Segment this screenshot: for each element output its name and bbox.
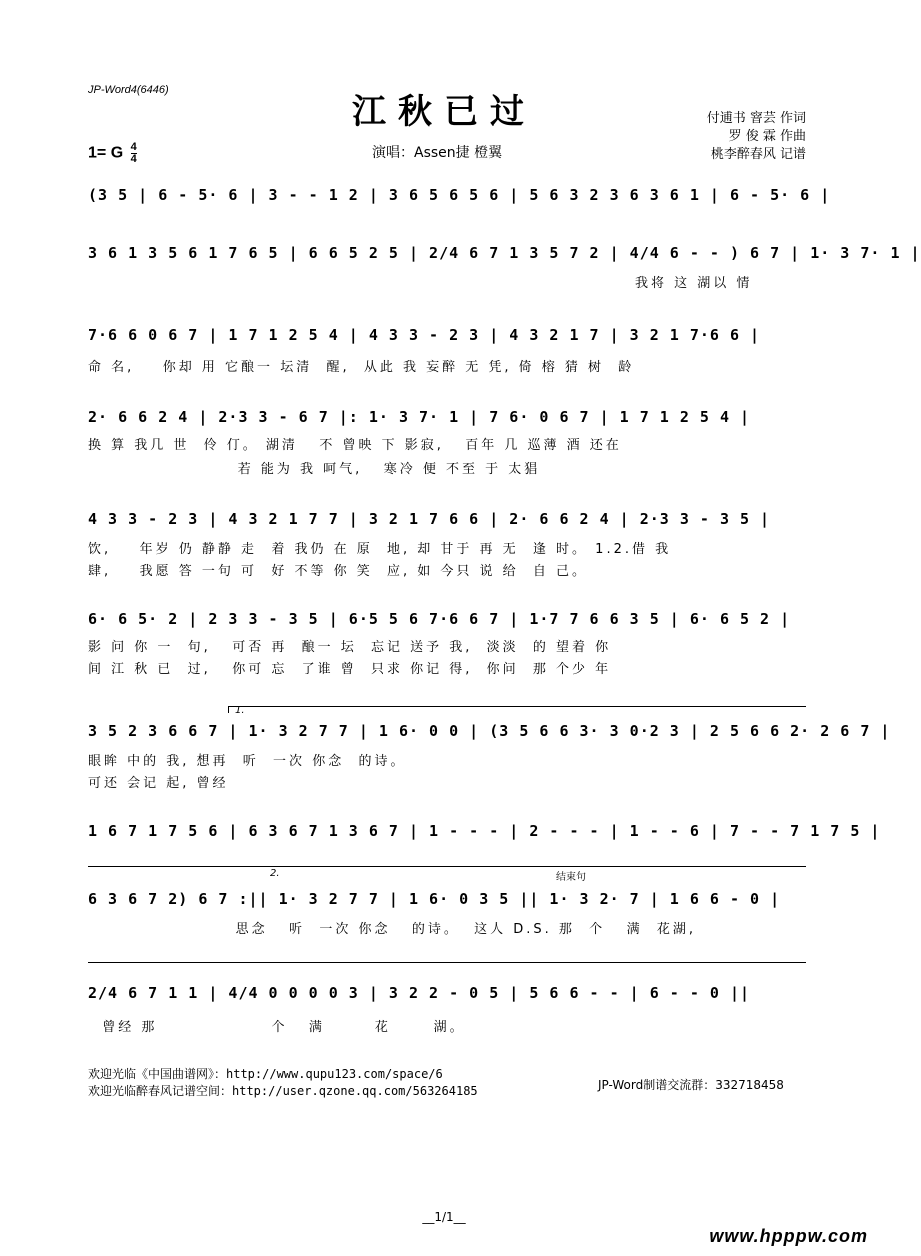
score-line-5: 4 3 3 - 2 3 | 4 3 2 1 7 7 | 3 2 1 7 6 6 | 2· 6 6 2 4 | 2·3 3 - 3 5 | (88, 510, 771, 528)
time-bottom: 4 (130, 153, 137, 165)
score-line-8: 1 6 7 1 7 5 6 | 6 3 6 7 1 3 6 7 | 1 - - - | 2 - - - | 1 - - 6 | 7 - - 7 1 7 5 | (88, 822, 881, 840)
volta-2-line (88, 866, 806, 867)
lyric-line-7a: 眼眸 中的 我, 想再 听 一次 你念 的诗。 (88, 754, 407, 769)
section-line (88, 962, 806, 963)
key-signature (88, 142, 137, 165)
time-signature (131, 142, 137, 165)
volta-2-label: 2. (270, 868, 280, 879)
score-line-1: (3 5 | 6 - 5· 6 | 3 - - 1 2 | 3 6 5 6 5 6 | 5 6 3 2 3 6 3 6 1 | 6 - 5· 6 | (88, 186, 831, 204)
volta-1-label: 1. (235, 705, 245, 716)
composer: 罗 俊 霖 作曲 (728, 129, 806, 144)
site-watermark: www.hpppw.com (709, 1226, 868, 1246)
lyric-line-7b: 可还 会记 起, 曾经 (88, 776, 229, 791)
lyric-line-5b: 肆, 我愿 答 一句 可 好 不等 你 笑 应, 如 今只 说 给 自 己。 (88, 564, 589, 579)
lyric-line-10: 曾经 那 个 满 花 湖。 (88, 1020, 466, 1035)
lyricist: 付逋书 窨芸 作词 (706, 111, 806, 126)
lyric-line-9: 思念 听 一次 你念 的诗。 这人 D.S. 那 个 满 花湖, (200, 922, 696, 937)
score-line-4: 2· 6 6 2 4 | 2·3 3 - 6 7 |: 1· 3 7· 1 | 7 6· 0 6 7 | 1 7 1 2 5 4 | (88, 408, 751, 426)
coda-label: 结束句 (556, 872, 586, 883)
lyric-line-6b: 间 江 秋 已 过, 你可 忘 了谁 曾 只求 你记 得, 你问 那 个少 年 (88, 662, 612, 677)
key-label: 1= G (88, 144, 124, 162)
lyric-line-3: 命 名, 你却 用 它酿一 坛清 醒, 从此 我 妄醉 无 凭, 倚 榕 猜 树 龄 (88, 360, 635, 375)
score-line-10: 2/4 6 7 1 1 | 4/4 0 0 0 0 3 | 3 2 2 - 0 5 | 5 6 6 - - | 6 - - 0 || (88, 984, 751, 1002)
footer-link-1[interactable]: 欢迎光临《中国曲谱网》：http://www.qupu123.com/space/6 (88, 1067, 443, 1081)
song-title: 江秋已过 (352, 92, 536, 132)
footer-links (88, 1066, 478, 1100)
score-line-7: 3 5 2 3 6 6 7 | 1· 3 2 7 7 | 1 6· 0 0 | (3 5 6 6 3· 3 0·2 3 | 2 5 6 6 2· 2 6 7 | (88, 722, 891, 740)
software-label: JP-Word4(6446) (88, 84, 169, 96)
page-number: __1/1__ (422, 1210, 466, 1224)
lyric-line-4b: 若 能为 我 呵气, 寒冷 便 不至 于 太猖 (88, 462, 541, 477)
score-line-6: 6· 6 5· 2 | 2 3 3 - 3 5 | 6·5 5 6 7·6 6 7 | 1·7 7 6 6 3 5 | 6· 6 5 2 | (88, 610, 791, 628)
transcriber: 桃李醉春风 记谱 (710, 147, 806, 162)
singer: 演唱：Assen捷 橙翼 (372, 145, 503, 161)
lyric-line-4a: 换 算 我几 世 伶 仃。 湖清 不 曾映 下 影寂, 百年 几 巡薄 酒 还在 (88, 438, 622, 453)
lyric-line-6a: 影 问 你 一 句, 可否 再 酿一 坛 忘记 送予 我, 淡淡 的 望着 你 (88, 640, 612, 655)
lyric-line-5a: 饮, 年岁 仍 静静 走 着 我仍 在 原 地, 却 甘于 再 无 逢 时。 1.2.借 我 (88, 542, 672, 557)
footer-link-2[interactable]: 欢迎光临醉春风记谱空间：http://user.qzone.qq.com/563264185 (88, 1084, 478, 1098)
score-line-9: 6 3 6 7 2) 6 7 :|| 1· 3 2 7 7 | 1 6· 0 3 5 || 1· 3 2· 7 | 1 6 6 - 0 | (88, 890, 781, 908)
credits (707, 110, 806, 164)
time-top: 4 (130, 141, 137, 153)
score-line-2: 3 6 1 3 5 6 1 7 6 5 | 6 6 5 2 5 | 2/4 6 7 1 3 5 7 2 | 4/4 6 - - ) 6 7 | 1· 3 7· 1 | (88, 244, 921, 262)
volta-1-bracket (228, 705, 806, 716)
lyric-line-2: 我将 这 湖以 情 (635, 276, 753, 291)
score-line-3: 7·6 6 0 6 7 | 1 7 1 2 5 4 | 4 3 3 - 2 3 | 4 3 2 1 7 | 3 2 1 7·6 6 | (88, 326, 761, 344)
group-info: JP-Word制谱交流群：332718458 (598, 1078, 784, 1092)
